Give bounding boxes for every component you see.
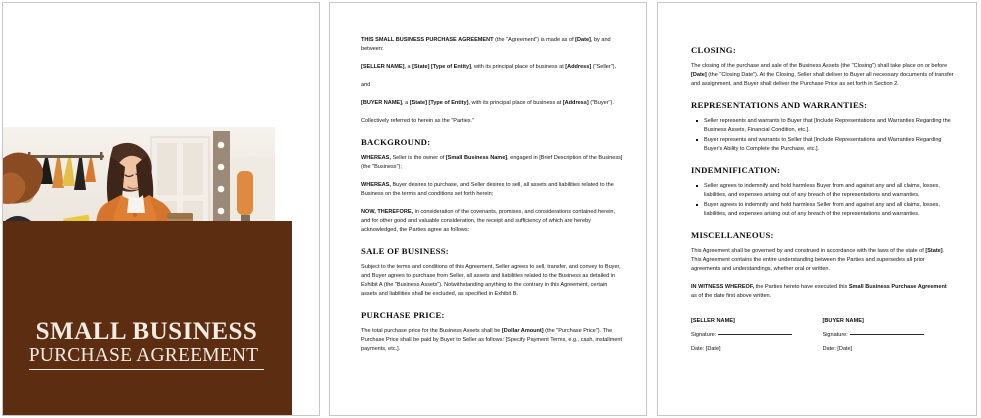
intro-tail: , by and between: — [361, 37, 611, 52]
now-therefore-tail: in consideration of the covenants, promises, and considerations contained herein, and for other good and valuable consideration, the receipt and sufficiency of which are hereby acknowledged, the Parties agree as follows: — [361, 208, 616, 233]
cover-title-block — [2, 319, 292, 370]
witness-mid: the Parties hereto have executed this — [754, 283, 849, 290]
buyer-signature-name: [BUYER NAME] — [822, 317, 864, 324]
document-page-2[interactable] — [329, 2, 647, 416]
seller-date-line: Date: [Date] — [691, 345, 721, 352]
heading-miscellaneous: MISCELLANEOUS: — [691, 229, 774, 240]
seller-entity-placeholder: [State] [Type of Entity] — [412, 63, 471, 70]
heading-indemnification: INDEMNIFICATION: — [691, 164, 781, 175]
witness-tail: as of the date first above written. — [691, 292, 772, 299]
price-tail: (the "Purchase Price"). The Purchase Price shall be paid by Buyer to Seller as follows: [Specify Payment Terms, e.g., cash, installment payments, etc.]. — [361, 327, 623, 352]
buyer-signature-line[interactable] — [823, 332, 955, 338]
seller-mid-b: , with its principal place of business at — [470, 63, 566, 70]
seller-paragraph — [361, 63, 624, 72]
seller-name-placeholder: [SELLER NAME] — [361, 63, 405, 70]
heading-sale-of-business: SALE OF BUSINESS: — [361, 245, 449, 256]
list-item: Seller represents and warrants to Buyer that [Include Representations and Warranties Regarding the Business Assets, Financial Condition, etc.]. — [704, 117, 954, 135]
whereas-1-lead: WHEREAS, — [361, 154, 391, 161]
intro-date-placeholder: [Date] — [575, 37, 591, 43]
closing-paragraph — [691, 62, 954, 89]
dollar-amount-placeholder: [Dollar Amount] — [501, 327, 544, 334]
seller-address-placeholder: [Address] — [565, 63, 592, 70]
intro-mid: (the "Agreement") is made as of — [493, 37, 576, 43]
now-therefore-lead: NOW, THEREFORE, — [361, 208, 414, 215]
signature-rule — [718, 334, 792, 335]
witness-lead: IN WITNESS WHEREOF, — [691, 283, 755, 290]
whereas-1-tail: , engaged in [Brief Description of the Business] (the "Business"); — [361, 154, 623, 170]
document-page-3[interactable] — [657, 2, 977, 416]
cover-title-secondary: PURCHASE AGREEMENT — [29, 345, 265, 369]
heading-closing: CLOSING: — [691, 45, 736, 55]
whereas-1-mid: Seller is the owner of — [390, 154, 446, 161]
agreement-name-inline: Small Business Purchase Agreement — [848, 283, 947, 290]
collectively-paragraph: Collectively referred to herein as the "Parties." — [361, 117, 475, 124]
buyer-name-placeholder: [BUYER NAME] — [361, 99, 402, 106]
cover-title-primary: SMALL BUSINESS — [35, 318, 258, 345]
intro-agreement-title: THIS SMALL BUSINESS PURCHASE AGREEMENT — [361, 37, 494, 43]
seller-signature-label: Signature: — [691, 331, 717, 338]
misc-lead: This Agreement shall be governed by and construed in accordance with the laws of the state of — [691, 247, 926, 254]
whereas-2-lead: WHEREAS, — [361, 181, 391, 188]
list-item: Buyer agrees to indemnify and hold harmless Seller from and against any and all claims, losses, liabilities, and expenses arising out of any breach of the representations and warranties. — [704, 201, 954, 219]
purchase-price-paragraph — [361, 327, 624, 354]
state-placeholder: [State] — [925, 247, 943, 254]
document-page-1[interactable] — [2, 2, 320, 416]
seller-signature-line[interactable] — [691, 332, 823, 338]
whereas-1 — [361, 154, 624, 172]
buyer-address-placeholder: [Address] — [562, 99, 589, 106]
buyer-mid-a: , a — [401, 99, 410, 106]
witness-paragraph — [691, 283, 954, 301]
business-name-placeholder: [Small Business Name] — [445, 154, 508, 161]
list-item: Buyer represents and warrants to Seller that [Include Representations and Warranties Regarding Buyer's Ability to Complete the Purchase, etc.]. — [704, 136, 954, 154]
heading-background: BACKGROUND: — [361, 136, 431, 147]
seller-signature-name: [SELLER NAME] — [691, 317, 735, 324]
closing-lead: The closing of the purchase and sale of the Business Assets (the "Closing") shall take place on or before — [691, 63, 948, 69]
signature-block — [691, 318, 954, 352]
closing-tail: (the "Closing Date"). At the Closing, Seller shall deliver to Buyer all necessary documents of transfer and assignment, and Buyer shall deliver the Purchase Price as set forth in Section 2. — [691, 71, 954, 87]
seller-tail: ("Seller"), — [591, 63, 617, 70]
signature-rule — [850, 334, 924, 335]
list-item: Seller agrees to indemnify and hold harmless Buyer from and against any and all claims, losses, liabilities, and expenses arising out of any breach of the representations and warranties. — [704, 182, 954, 200]
buyer-signature-column — [823, 318, 955, 352]
indemnification-list — [691, 182, 954, 219]
buyer-mid-b: , with its principal place of business at — [468, 99, 563, 106]
seller-signature-column — [691, 318, 823, 352]
cover-color-band — [2, 221, 292, 416]
and-connector: and — [361, 81, 371, 88]
buyer-paragraph — [361, 99, 624, 108]
price-lead: The total purchase price for the Business Assets shall be — [361, 327, 502, 334]
seller-mid-a: , a — [404, 63, 413, 70]
whereas-2-tail: Buyer desires to purchase, and Seller desires to sell, all assets and liabilities related to the Business on the terms and conditions set forth herein; — [361, 181, 614, 197]
whereas-2 — [361, 181, 624, 199]
buyer-date-line: Date: [Date] — [822, 345, 853, 352]
page-2-content — [361, 36, 624, 363]
sale-of-business-paragraph: Subject to the terms and conditions of this Agreement, Seller agrees to sell, transfer, and convey to Buyer, and Buyer agrees to purchase from Seller, all assets and liabilities related to the Business as detailed in Exhibit A (the "Business Assets"). Notwithstanding anything to the contrary in this Agreement, certain assets and liabilities shall be excluded, as specified in Exhibit B. — [361, 263, 621, 297]
buyer-tail: ("Buyer"). — [588, 99, 614, 106]
buyer-entity-placeholder: [State] [Type of Entity] — [409, 99, 469, 106]
intro-paragraph — [361, 36, 624, 54]
page-3-content — [691, 45, 954, 352]
miscellaneous-paragraph — [691, 247, 954, 274]
now-therefore — [361, 208, 624, 235]
misc-tail: . This Agreement contains the entire understanding between the Parties and supersedes all prior agreements and understandings, whether oral or written. — [691, 247, 945, 272]
buyer-signature-label: Signature: — [822, 331, 848, 338]
heading-purchase-price: PURCHASE PRICE: — [361, 309, 445, 320]
heading-representations-warranties: REPRESENTATIONS AND WARRANTIES: — [691, 99, 868, 110]
closing-date-placeholder: [Date] — [691, 71, 707, 78]
representations-list — [691, 117, 954, 154]
